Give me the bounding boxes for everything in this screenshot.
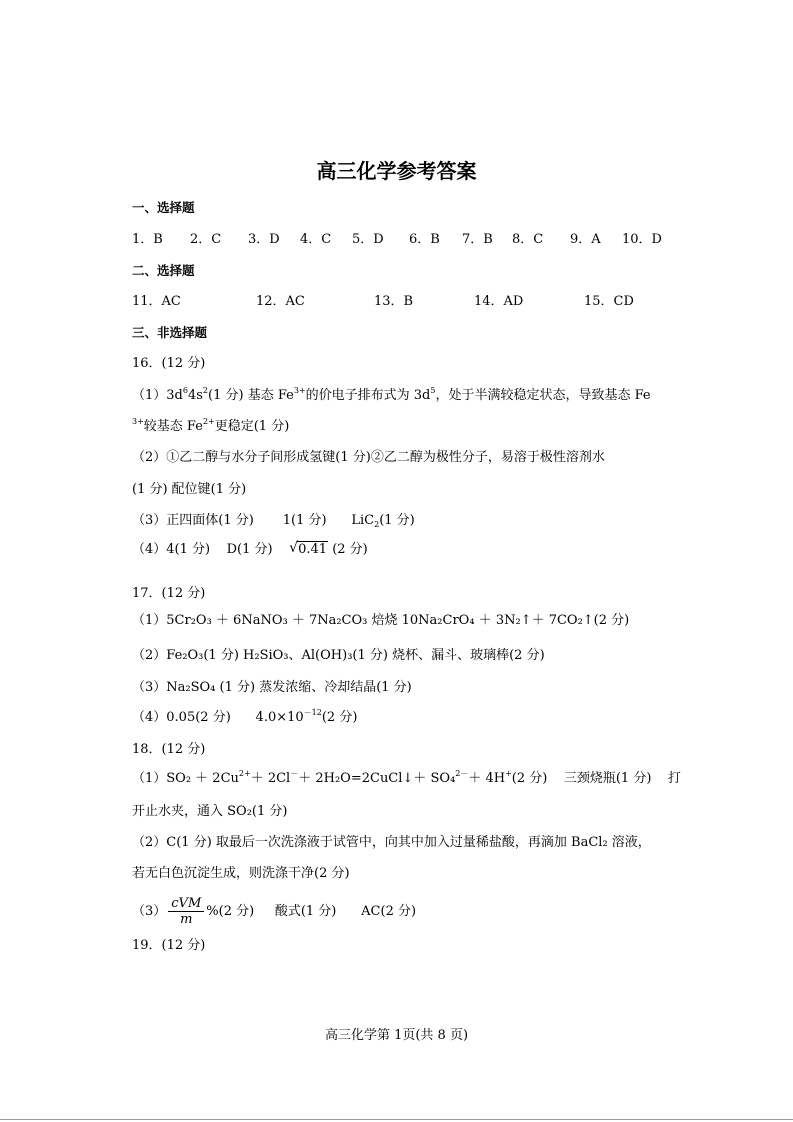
q16-part3 [132,512,415,530]
superscript: 2－ [455,769,469,778]
text-run: （4）4(1 分) D(1 分) [132,542,290,557]
answer-13: 13．B [374,294,414,309]
superscript: 3+ [293,386,306,395]
answer-10: 10．D [622,232,662,247]
section-2-heading: 二、选择题 [132,263,195,278]
answer-11: 11．AC [132,294,181,309]
page-title: 高三化学参考答案 [316,159,477,183]
superscript: + [505,769,512,778]
radical-sign: √ [289,540,299,556]
section-1-heading: 一、选择题 [132,200,195,215]
q16-part2-line2: (1 分) 配位键(1 分) [132,482,247,497]
answer-1: 1．B [132,232,163,247]
fraction-denominator: m [180,912,193,927]
answer-7: 7．B [462,232,493,247]
fraction [168,896,204,927]
text-run: （4）0.05(2 分) 4.0×10 [132,710,304,725]
text-run: 较基态 Fe [143,419,203,434]
q18-part2-line2: 若无白色沉淀生成，则洗涤干净(2 分) [132,866,350,881]
answer-5: 5．D [352,232,384,247]
text-run: （1）3d [132,388,183,403]
text-run: （1）SO₂ ＋ 2Cu [132,771,239,786]
text-run: ＋ 2Cl [250,771,291,786]
q19-heading: 19．(12 分) [132,938,206,953]
q16-part4 [132,541,368,559]
answer-15: 15．CD [584,294,634,309]
text-run: (2 分) [328,542,368,557]
text-run: 4s [187,388,203,403]
square-root [289,541,328,559]
text-run: ＋ 4H [468,771,506,786]
q18-part2-line1: （2）C(1 分) 取最后一次洗涤液于试管中，向其中加入过量稀盐酸，再滴加 BaCl₂ 溶液， [132,835,651,850]
answer-2: 2．C [190,232,222,247]
text-run: %(2 分) 酸式(1 分) AC(2 分) [206,904,417,919]
superscript: 2+ [238,769,251,778]
superscript: －12 [303,708,322,717]
q17-heading: 17．(12 分) [132,586,206,601]
text-run: 更稳定(1 分) [214,419,290,434]
q17-part3: （3）Na₂SO₄ (1 分) 蒸发浓缩、冷却结晶(1 分) [132,680,412,695]
text-run: (1 分) 基态 Fe [208,388,294,403]
q16-part2-line1: （2）①乙二醇与水分子间形成氢键(1 分)②乙二醇为极性分子，易溶于极性溶剂水 [132,450,605,465]
q17-part4 [132,709,357,727]
q16-part1-line1 [132,387,651,405]
q17-part1: （1）5Cr₂O₃ ＋ 6NaNO₃ ＋ 7Na₂CO₃ 焙烧 10Na₂CrO₄ ＋ 3N₂↑＋ 7CO₂↑(2 分) [132,613,630,628]
answer-12: 12．AC [256,294,305,309]
q16-part1-line2 [132,418,289,436]
text-run: （3） [132,904,167,919]
superscript: 2+ [202,417,215,426]
text-run: ，处于半满较稳定状态，导致基态 Fe [435,388,651,403]
superscript: 2 [202,386,209,395]
q18-part1-line2: 开止水夹，通入 SO₂(1 分) [132,804,288,819]
q16-heading: 16．(12 分) [132,356,206,371]
text-run: (1 分) [379,513,415,528]
q18-part3 [132,895,416,929]
text-run: (2 分) 三颈烧瓶(1 分) 打 [511,771,681,786]
page-footer: 高三化学第 1页(共 8 页) [324,1028,469,1043]
superscript: － [290,769,299,778]
q18-heading: 18．(12 分) [132,742,206,757]
radicand: 0.41 [298,542,328,557]
q18-part1-line1 [132,770,681,788]
text-run: 的价电子排布式为 3d [305,388,431,403]
superscript: 6 [182,386,188,395]
superscript: 3+ [132,417,144,426]
answer-4: 4．C [300,232,332,247]
answer-8: 8．C [512,232,544,247]
answer-6: 6．B [409,232,440,247]
subscript: 2 [374,520,380,529]
answer-3: 3．D [248,232,280,247]
q17-part2: （2）Fe₂O₃(1 分) H₂SiO₃、Al(OH)₃(1 分) 烧杯、漏斗、玻璃棒(2 分) [132,648,545,663]
fraction-numerator: cVM [168,896,204,912]
section-3-heading: 三、非选择题 [132,325,208,340]
answer-9: 9．A [570,232,601,247]
bottom-divider [0,1119,793,1120]
text-run: ＋ 2H₂O=2CuCl↓＋ SO₄ [298,771,456,786]
text-run: (2 分) [321,710,358,725]
answer-14: 14．AD [474,294,524,309]
text-run: （3）正四面体(1 分) 1(1 分) LiC [132,513,375,528]
superscript: 5 [430,386,436,395]
